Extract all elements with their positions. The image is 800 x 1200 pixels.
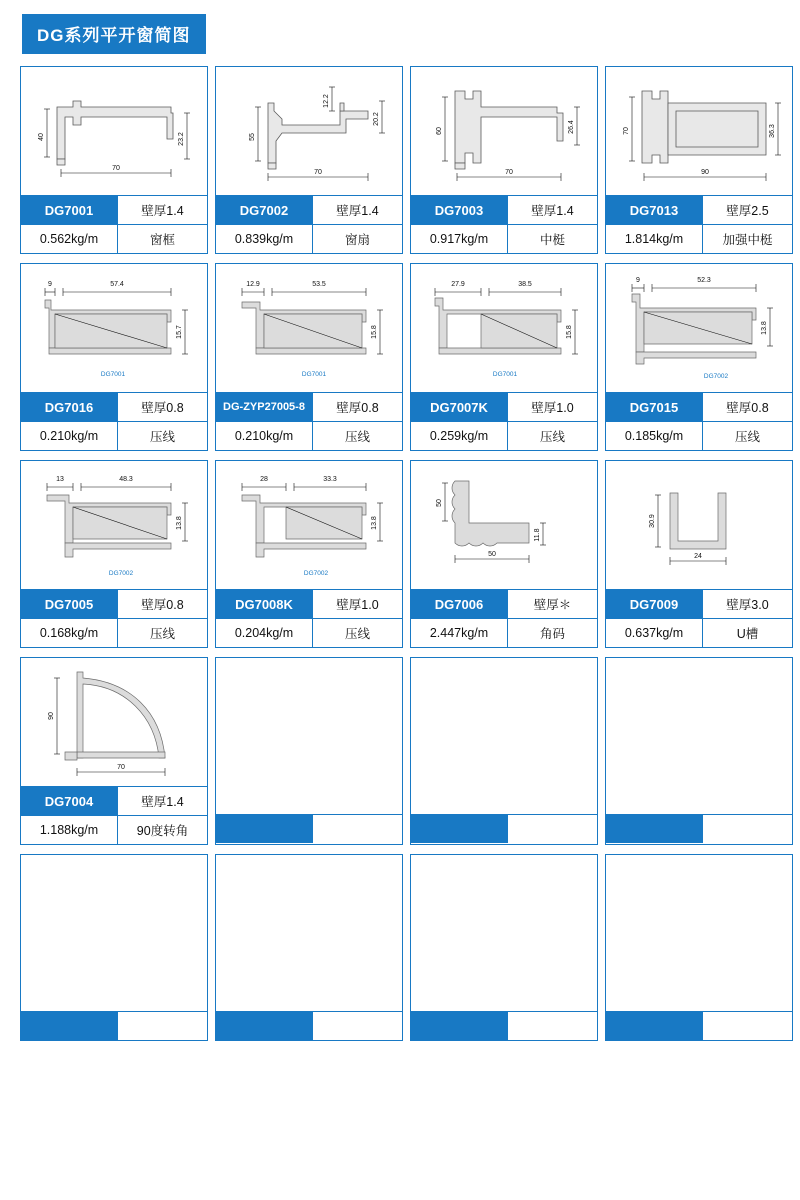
profile-drawing-empty <box>216 855 402 1011</box>
profile-drawing-empty <box>606 658 792 814</box>
card-weight-row <box>606 421 792 450</box>
profile-thickness: 壁厚1.0 <box>507 393 597 421</box>
profile-thickness: 壁厚＊ <box>507 590 597 618</box>
profile-weight: 0.259kg/m <box>429 429 489 443</box>
svg-text:13: 13 <box>56 476 64 483</box>
profile-drawing-dg7007k <box>411 264 597 392</box>
svg-text:15.8: 15.8 <box>371 325 378 339</box>
profile-code: DG7008K <box>216 590 312 618</box>
profile-drawing-empty <box>411 855 597 1011</box>
profile-thickness <box>702 815 792 843</box>
profile-code <box>216 815 312 843</box>
profile-thickness <box>702 1012 792 1040</box>
profile-weight: 0.562kg/m <box>39 232 99 246</box>
profile-weight: 2.447kg/m <box>429 626 489 640</box>
profile-code <box>411 815 507 843</box>
card-label-row <box>21 589 207 618</box>
profile-thickness: 壁厚1.4 <box>117 787 207 815</box>
svg-text:15.8: 15.8 <box>566 325 573 339</box>
profile-code: DG7013 <box>606 196 702 224</box>
profile-code <box>216 1012 312 1040</box>
profile-weight: 0.204kg/m <box>234 626 294 640</box>
svg-text:13.8: 13.8 <box>371 516 378 530</box>
profile-usage: 压线 <box>702 422 792 450</box>
svg-text:70: 70 <box>117 764 125 771</box>
card-weight-row <box>606 224 792 253</box>
card-weight-row <box>216 618 402 647</box>
profile-code: DG7003 <box>411 196 507 224</box>
profile-ref-tag: DG7001 <box>301 371 327 378</box>
profile-drawing-dg7002 <box>216 67 402 195</box>
card-label-row <box>411 195 597 224</box>
profile-card[interactable] <box>215 263 403 451</box>
profile-thickness <box>507 1012 597 1040</box>
svg-text:9: 9 <box>48 281 52 288</box>
profile-thickness: 壁厚1.4 <box>507 196 597 224</box>
profile-weight: 1.814kg/m <box>624 232 684 246</box>
profile-thickness <box>117 1012 207 1040</box>
profile-weight: 0.168kg/m <box>39 626 99 640</box>
profile-code: DG7006 <box>411 590 507 618</box>
profile-thickness: 壁厚0.8 <box>117 393 207 421</box>
profile-weight: 0.637kg/m <box>624 626 684 640</box>
card-label-row <box>21 1011 207 1040</box>
profile-thickness <box>507 815 597 843</box>
profile-usage: 90度转角 <box>117 816 207 844</box>
profile-card[interactable] <box>20 460 208 648</box>
profile-drawing-dg7005 <box>21 461 207 589</box>
svg-text:30.9: 30.9 <box>649 514 656 528</box>
svg-text:27.9: 27.9 <box>451 281 465 288</box>
svg-text:28: 28 <box>260 476 268 483</box>
profile-ref-tag: DG7001 <box>492 371 518 378</box>
profile-weight: 0.185kg/m <box>624 429 684 443</box>
profile-usage: 加强中梃 <box>702 225 792 253</box>
profile-drawing-dg7006 <box>411 461 597 589</box>
svg-text:36.3: 36.3 <box>769 124 776 138</box>
profile-card[interactable] <box>215 66 403 254</box>
profile-thickness: 壁厚2.5 <box>702 196 792 224</box>
card-label-row <box>606 195 792 224</box>
card-label-row <box>216 392 402 421</box>
profile-usage: 压线 <box>312 422 402 450</box>
profile-card[interactable] <box>215 460 403 648</box>
profile-thickness: 壁厚1.4 <box>312 196 402 224</box>
profile-usage: 中梃 <box>507 225 597 253</box>
profile-code: DG7015 <box>606 393 702 421</box>
profile-drawing-empty <box>606 855 792 1011</box>
card-label-row <box>216 1011 402 1040</box>
profile-code <box>21 1012 117 1040</box>
profile-code <box>411 1012 507 1040</box>
svg-text:50: 50 <box>488 551 496 558</box>
profile-code: DG7009 <box>606 590 702 618</box>
profile-ref-tag: DG7001 <box>100 371 126 378</box>
profile-card-empty[interactable] <box>20 854 208 1041</box>
profile-grid <box>20 66 784 1041</box>
card-weight-row <box>216 224 402 253</box>
profile-code: DG7002 <box>216 196 312 224</box>
svg-text:12.9: 12.9 <box>246 281 260 288</box>
profile-card-empty[interactable] <box>605 854 793 1041</box>
profile-usage: 压线 <box>117 422 207 450</box>
svg-text:70: 70 <box>505 169 513 176</box>
profile-code: DG7016 <box>21 393 117 421</box>
card-label-row <box>606 1011 792 1040</box>
card-label-row <box>411 1011 597 1040</box>
svg-text:12.2: 12.2 <box>323 94 330 108</box>
profile-drawing-dg7015 <box>606 264 792 392</box>
profile-thickness: 壁厚1.4 <box>117 196 207 224</box>
profile-usage: 窗框 <box>117 225 207 253</box>
svg-text:13.8: 13.8 <box>176 516 183 530</box>
profile-drawing-dg7001 <box>21 67 207 195</box>
profile-card[interactable] <box>410 263 598 451</box>
profile-card[interactable] <box>20 66 208 254</box>
profile-drawing-dg7016 <box>21 264 207 392</box>
profile-weight: 0.917kg/m <box>429 232 489 246</box>
svg-text:15.7: 15.7 <box>176 325 183 339</box>
profile-ref-tag: DG7002 <box>703 373 729 380</box>
svg-text:52.3: 52.3 <box>697 277 711 284</box>
card-label-row <box>216 195 402 224</box>
profile-card[interactable] <box>20 657 208 845</box>
svg-text:48.3: 48.3 <box>119 476 133 483</box>
card-label-row <box>216 589 402 618</box>
card-weight-row <box>21 815 207 844</box>
profile-code: DG-ZYP27005-8 <box>216 393 312 421</box>
profile-card[interactable] <box>410 460 598 648</box>
profile-thickness: 壁厚0.8 <box>702 393 792 421</box>
profile-thickness: 壁厚0.8 <box>312 393 402 421</box>
profile-usage: 压线 <box>312 619 402 647</box>
card-label-row <box>21 786 207 815</box>
card-label-row <box>411 392 597 421</box>
profile-drawing-dg7013 <box>606 67 792 195</box>
profile-code: DG7007K <box>411 393 507 421</box>
card-label-row <box>411 814 597 843</box>
profile-card-empty[interactable] <box>215 854 403 1041</box>
profile-code <box>606 815 702 843</box>
svg-text:90: 90 <box>701 169 709 176</box>
svg-text:38.5: 38.5 <box>518 281 532 288</box>
profile-drawing-dg7008k <box>216 461 402 589</box>
profile-card-empty[interactable] <box>605 657 793 845</box>
svg-text:40: 40 <box>38 133 45 141</box>
card-weight-row <box>21 618 207 647</box>
card-weight-row <box>411 618 597 647</box>
svg-text:60: 60 <box>436 127 443 135</box>
svg-text:23.2: 23.2 <box>178 132 185 146</box>
page-title: DG系列平开窗简图 <box>22 14 206 54</box>
profile-usage: 压线 <box>117 619 207 647</box>
svg-text:26.4: 26.4 <box>568 120 575 134</box>
card-weight-row <box>411 224 597 253</box>
profile-card-empty[interactable] <box>410 854 598 1041</box>
profile-drawing-empty <box>411 658 597 814</box>
svg-text:70: 70 <box>623 127 630 135</box>
profile-card[interactable] <box>605 460 793 648</box>
svg-text:57.4: 57.4 <box>110 281 124 288</box>
profile-card[interactable] <box>605 263 793 451</box>
profile-weight: 0.210kg/m <box>234 429 294 443</box>
card-label-row <box>411 589 597 618</box>
profile-thickness <box>312 815 402 843</box>
svg-text:11.8: 11.8 <box>534 528 541 542</box>
profile-code: DG7001 <box>21 196 117 224</box>
svg-text:24: 24 <box>694 553 702 560</box>
profile-drawing-dg7003 <box>411 67 597 195</box>
svg-text:53.5: 53.5 <box>312 281 326 288</box>
profile-drawing-dg7004 <box>21 658 207 786</box>
card-weight-row <box>606 618 792 647</box>
svg-text:55: 55 <box>249 133 256 141</box>
profile-code <box>606 1012 702 1040</box>
card-weight-row <box>216 421 402 450</box>
profile-code: DG7004 <box>21 787 117 815</box>
profile-usage: 压线 <box>507 422 597 450</box>
svg-text:70: 70 <box>314 169 322 176</box>
profile-card-empty[interactable] <box>215 657 403 845</box>
card-weight-row <box>411 421 597 450</box>
profile-thickness: 壁厚0.8 <box>117 590 207 618</box>
svg-text:70: 70 <box>112 165 120 172</box>
profile-usage: 窗扇 <box>312 225 402 253</box>
card-label-row <box>606 589 792 618</box>
card-label-row <box>216 814 402 843</box>
profile-thickness <box>312 1012 402 1040</box>
profile-weight: 0.839kg/m <box>234 232 294 246</box>
svg-text:50: 50 <box>436 499 443 507</box>
profile-ref-tag: DG7002 <box>108 570 134 577</box>
svg-text:13.8: 13.8 <box>761 321 768 335</box>
svg-text:33.3: 33.3 <box>323 476 337 483</box>
profile-drawing-empty <box>216 658 402 814</box>
card-label-row <box>606 392 792 421</box>
card-label-row <box>21 195 207 224</box>
profile-thickness: 壁厚1.0 <box>312 590 402 618</box>
profile-weight: 0.210kg/m <box>39 429 99 443</box>
profile-drawing-dg7009 <box>606 461 792 589</box>
profile-ref-tag: DG7002 <box>303 570 329 577</box>
profile-card[interactable] <box>20 263 208 451</box>
profile-weight: 1.188kg/m <box>39 823 99 837</box>
svg-text:20.2: 20.2 <box>373 112 380 126</box>
profile-card[interactable] <box>410 66 598 254</box>
profile-drawing-dg-zyp27005-8 <box>216 264 402 392</box>
profile-code: DG7005 <box>21 590 117 618</box>
profile-usage: U槽 <box>702 619 792 647</box>
card-weight-row <box>21 224 207 253</box>
profile-thickness: 壁厚3.0 <box>702 590 792 618</box>
profile-drawing-empty <box>21 855 207 1011</box>
card-label-row <box>21 392 207 421</box>
card-label-row <box>606 814 792 843</box>
svg-text:9: 9 <box>636 277 640 284</box>
profile-card[interactable] <box>605 66 793 254</box>
profile-usage: 角码 <box>507 619 597 647</box>
svg-text:90: 90 <box>48 712 55 720</box>
card-weight-row <box>21 421 207 450</box>
profile-card-empty[interactable] <box>410 657 598 845</box>
